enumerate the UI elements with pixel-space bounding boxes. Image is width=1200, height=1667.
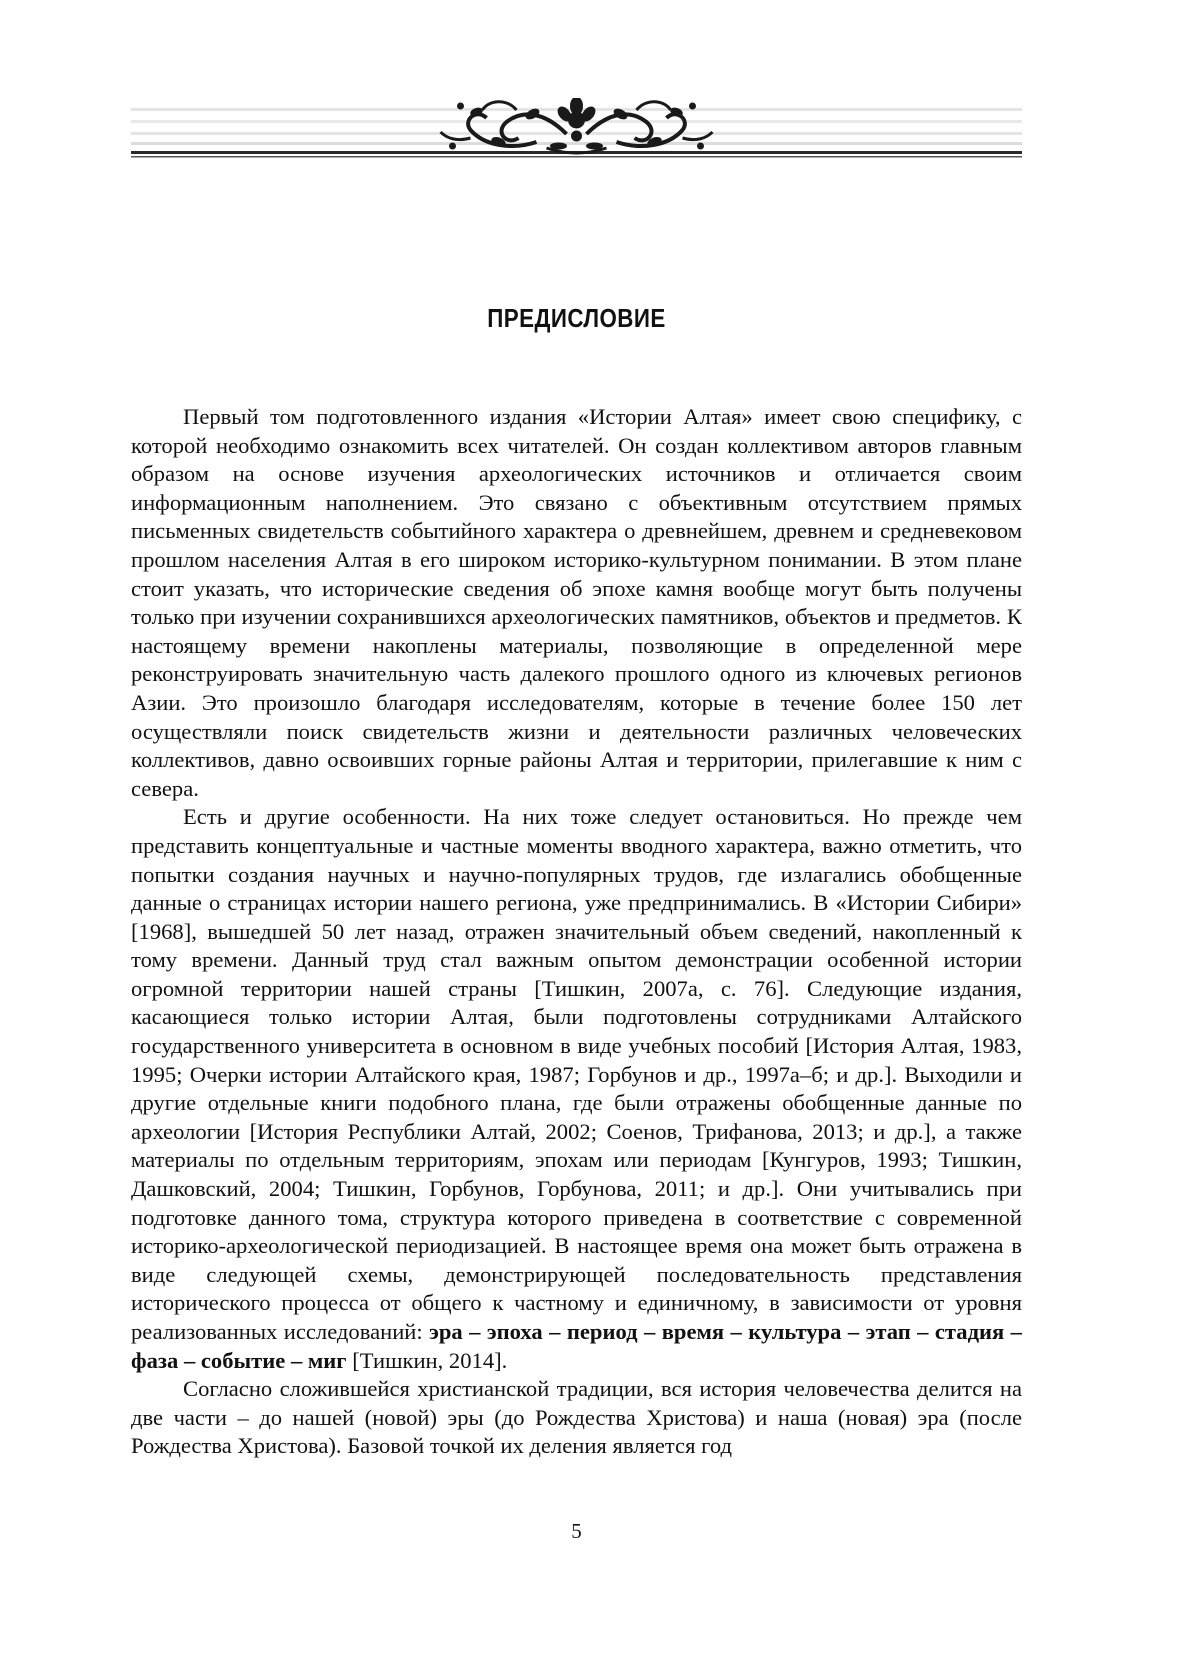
paragraph-1: Первый том подготовленного издания «Истории Алтая» имеет свою специфику, с которой необходимо ознакомить всех читателей. Он создан коллективом авторов главным образом на основе изучения археологических источников и отличается своим информационным наполнением. Это связано с объективным отсутствием прямых письменных свидетельств событийного характера о древнейшем, древнем и средневековом прошлом населения Алтая в его широком историко-культурном понимании. В этом плане стоит указать, что исторические сведения об эпохе камня вообще могут быть получены только при изучении сохранившихся археологических памятников, объектов и предметов. К настоящему времени накоплены материалы, позволяющие в определенной мере реконструировать значительную часть далекого прошлого одного из ключевых регионов Азии. Это произошло благодаря исследователям, которые в течение более 150 лет осуществляли поиск свидетельств жизни и деятельности различных человеческих коллективов, давно освоивших горные районы Алтая и территории, прилегавшие к ним с севера.: [131, 404, 1022, 801]
floral-ornament-icon: [131, 98, 1022, 168]
paragraph-2: [131, 803, 1022, 1375]
periodization-scheme: эра – эпоха – период – время – культура – этап – стадия – фаза – событие – миг: [131, 1319, 1022, 1373]
paragraph-3: Согласно сложившейся христианской традиции, вся история человечества делится на две части – до нашей (новой) эры (до Рождества Христова) и наша (новая) эра (после Рождества Христова). Базовой точкой их деления является год: [131, 1376, 1022, 1459]
page-title: ПРЕДИСЛОВИЕ: [487, 303, 666, 333]
page-number: 5: [571, 1519, 582, 1543]
paragraph-2-text-after: [Тишкин, 2014].: [346, 1347, 508, 1373]
paragraph-2-text-before: Есть и другие особенности. На них тоже следует остановиться. Но прежде чем представить концептуальные и частные моменты вводного характера, важно отметить, что попытки создания научных и научно-популярных трудов, где излагались обобщенные данные о страницах истории нашего региона, уже предпринимались. В «Истории Сибири» [1968], вышедшей 50 лет назад, отражен значительный объем сведений, накопленный к тому времени. Данный труд стал важным опытом демонстрации особенной истории огромной территории нашей страны [Тишкин, 2007а, с. 76]. Следующие издания, касающиеся только истории Алтая, были подготовлены сотрудниками Алтайского государственного университета в основном в виде учебных пособий [История Алтая, 1983, 1995; Очерки истории Алтайского края, 1987; Горбунов и др., 1997а–б; и др.]. Выходили и другие отдельные книги подобного плана, где были отражены обобщенные данные по археологии [История Республики Алтай, 2002; Соенов, Трифанова, 2013; и др.], а также материалы по отдельным территориям, эпохам или периодам [Кунгуров, 1993; Тишкин, Дашковский, 2004; Тишкин, Горбунов, Горбунова, 2011; и др.]. Они учитывались при подготовке данного тома, структура которого приведена в соответствие с современной историко-археологической периодизацией. В настоящее время она может быть отражена в виде следующей схемы, демонстрирующей последовательность представления исторического процесса от общего к частному и единичному, в зависимости от уровня реализованных исследований:: [131, 804, 1022, 1344]
body-text: [131, 403, 1022, 1461]
header-ornament-band: [131, 98, 1022, 168]
